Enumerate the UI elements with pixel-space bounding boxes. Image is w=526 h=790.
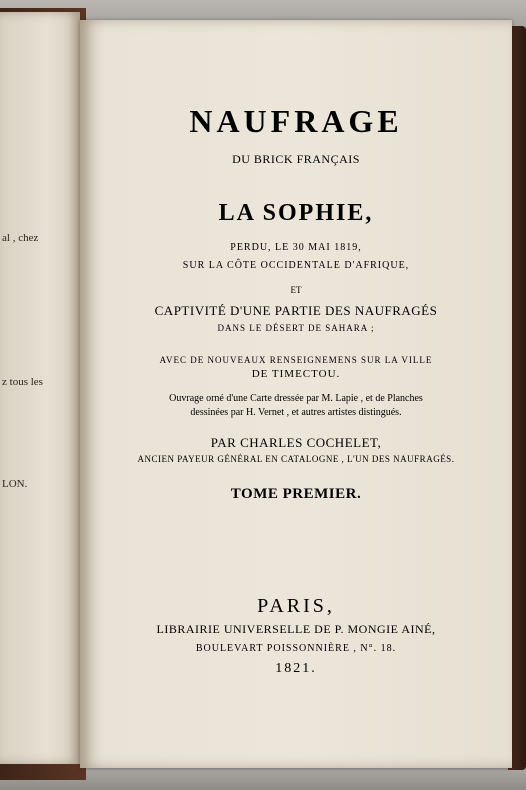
author: PAR CHARLES COCHELET, xyxy=(210,435,382,450)
left-page-line: al , chez xyxy=(2,232,39,244)
imprint-city: PARIS, xyxy=(257,595,335,617)
publisher: LIBRAIRIE UNIVERSELLE DE P. MONGIE AINÉ, xyxy=(156,622,436,636)
info-line: AVEC DE NOUVEAUX RENSEIGNEMENS SUR LA VILLE xyxy=(159,355,433,365)
book-subtitle: DU BRICK FRANÇAIS xyxy=(232,152,360,166)
ship-name: LA SOPHIE, xyxy=(218,200,374,226)
publication-year: 1821. xyxy=(275,661,317,676)
book-title: NAUFRAGE xyxy=(189,103,403,139)
desert-line: DANS LE DÉSERT DE SAHARA ; xyxy=(217,323,375,333)
captivity-line: CAPTIVITÉ D'UNE PARTIE DES NAUFRAGÉS xyxy=(154,303,438,318)
left-page xyxy=(0,12,80,764)
author-title: ANCIEN PAYEUR GÉNÉRAL EN CATALOGNE , L'UN DES NAUFRAGÉS. xyxy=(137,454,455,464)
coast-line: SUR LA CÔTE OCCIDENTALE D'AFRIQUE, xyxy=(182,260,410,271)
publisher-address: BOULEVART POISSONNIÈRE , N°. 18. xyxy=(195,643,397,654)
left-page-line: z tous les xyxy=(2,376,43,388)
illustrations-line-2: dessinées par H. Vernet , et autres artistes distingués. xyxy=(190,407,402,418)
lost-date: PERDU, LE 30 MAI 1819, xyxy=(230,242,362,253)
conjunction: ET xyxy=(290,285,302,295)
left-page-line: LON. xyxy=(2,478,28,490)
city-line: DE TIMECTOU. xyxy=(251,368,341,380)
illustrations-line-1: Ouvrage orné d'une Carte dressée par M. Lapie , et de Planches xyxy=(169,393,423,404)
title-page xyxy=(80,20,512,768)
volume: TOME PREMIER. xyxy=(230,486,362,502)
